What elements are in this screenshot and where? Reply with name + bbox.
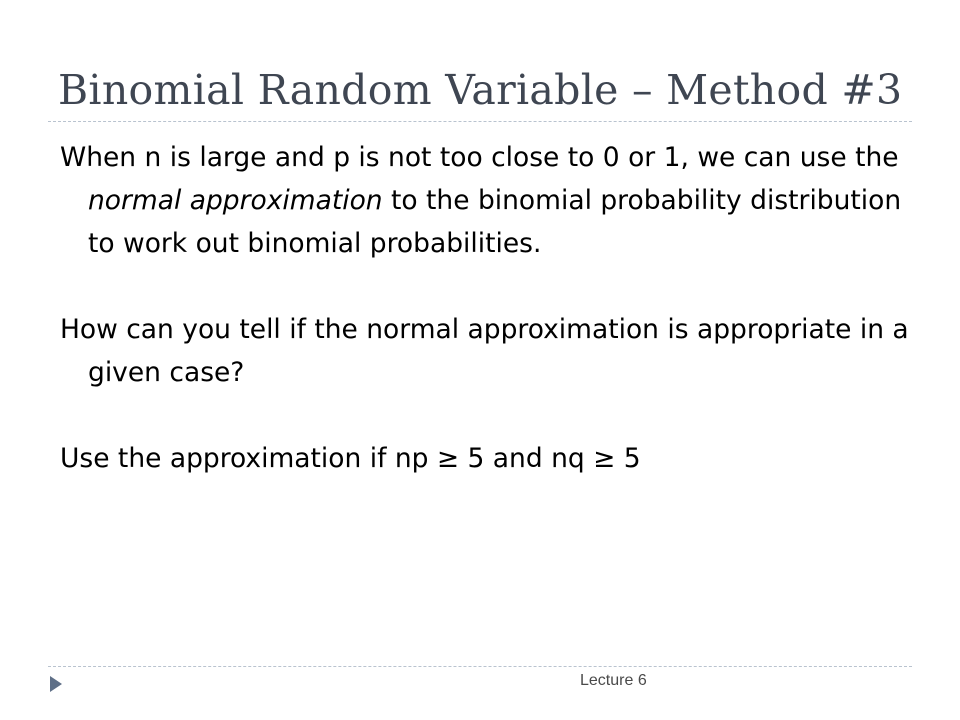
footer-label: Lecture 6	[580, 672, 647, 689]
emphasized-term: normal approximation	[88, 185, 383, 216]
slide-title: Binomial Random Variable – Method #3	[58, 66, 903, 114]
paragraph-text-start: When n is large and p is not too close to 0 or 1, we can use the	[60, 142, 899, 173]
paragraph-rule: Use the approximation if np ≥ 5 and nq ≥ 5	[60, 443, 641, 474]
paragraph-text-end: to the binomial probability distribution to work out binomial probabilities.	[88, 185, 902, 259]
paragraph-normal-approximation	[60, 136, 910, 265]
slide-body	[60, 136, 910, 480]
triangle-bullet-icon	[50, 676, 62, 692]
paragraph-question: How can you tell if the normal approximation is appropriate in a given case?	[60, 314, 909, 388]
footer-divider	[48, 666, 912, 667]
title-divider	[48, 121, 912, 122]
